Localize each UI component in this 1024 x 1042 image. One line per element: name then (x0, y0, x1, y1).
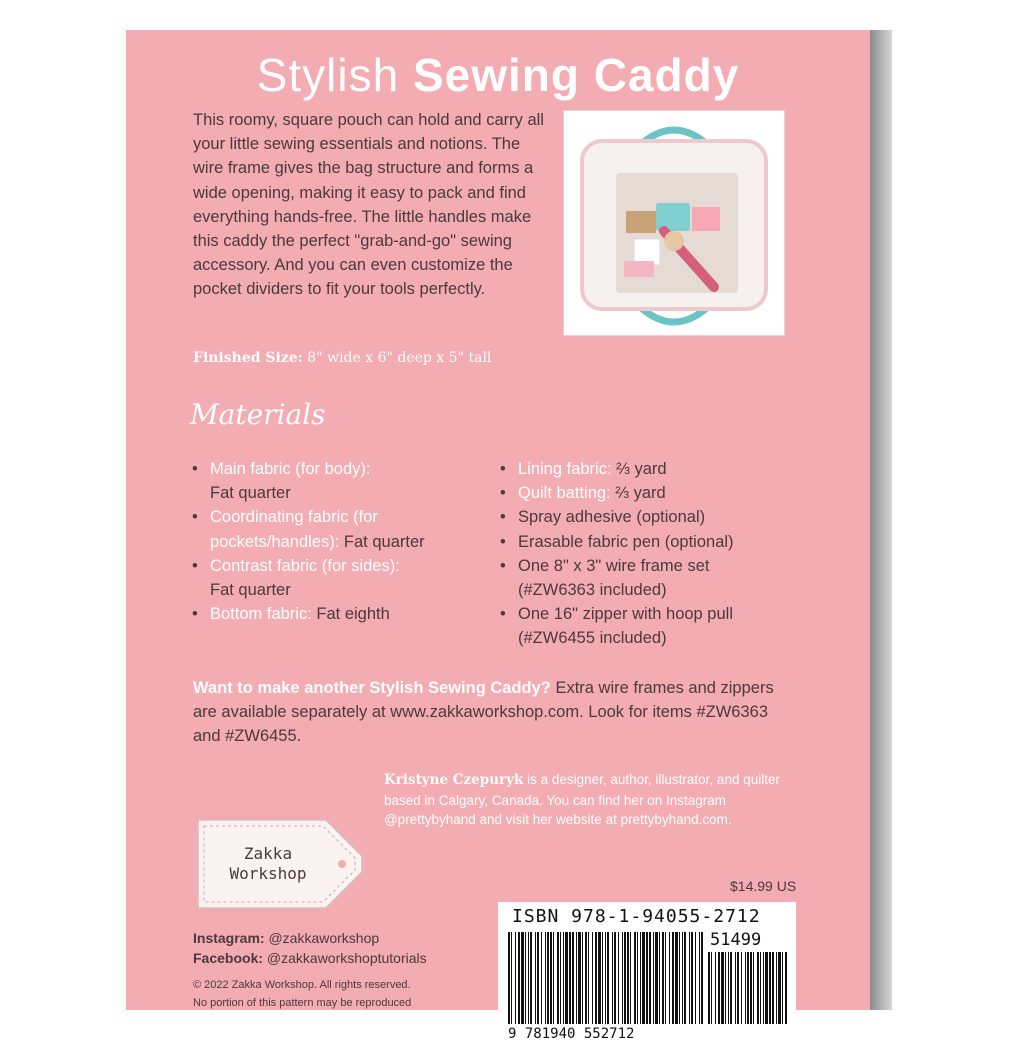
designer-bio-text: is a designer, author, illustrator, and quilter based in Calgary, Canada. You can find her on Instagram @prettybyhand and visit her website at prettybyhand.com. (384, 772, 780, 827)
materials-list-left (192, 457, 472, 626)
more-info-text: Extra wire frames and zippers are available separately at www.zakkaworkshop.com. Look for items #ZW6363 and #ZW6455. (193, 679, 774, 746)
finished-size-value: 8" wide x 6" deep x 5" tall (307, 350, 492, 366)
title-light: Stylish (256, 49, 400, 101)
list-item: • One 8" x 3" wire frame set (#ZW6363 included) (500, 554, 790, 602)
list-item: • One 16" zipper with hoop pull (#ZW6455 included) (500, 602, 790, 650)
more-info-highlight: Want to make another Stylish Sewing Caddy? (193, 679, 551, 697)
zakka-workshop-logo-tag (194, 816, 366, 912)
page-title (126, 48, 870, 102)
product-photo (563, 110, 785, 336)
barcode-price-code: 51499 (710, 930, 762, 950)
list-item: • Spray adhesive (optional) (500, 505, 790, 529)
list-item: • Erasable fabric pen (optional) (500, 530, 790, 554)
more-info-paragraph (193, 676, 793, 749)
materials-heading: Materials (190, 398, 326, 431)
sewing-caddy-illustration (564, 111, 784, 335)
isbn-barcode (498, 902, 796, 1042)
price-label: $14.99 US (730, 878, 797, 894)
title-bold: Sewing Caddy (412, 49, 740, 101)
list-item: • Main fabric (for body): Fat quarter (192, 457, 472, 505)
list-item: • Quilt batting: ⅔ yard (500, 481, 790, 505)
barcode-digits: 9 781940 552712 (508, 1026, 635, 1042)
list-item: • Bottom fabric: Fat eighth (192, 602, 472, 626)
intro-paragraph: This roomy, square pouch can hold and carry all your little sewing essentials and notions. The wire frame gives the bag structure and forms a wide opening, making it easy to pack and find everything hands-free. The little handles make this caddy the perfect "grab-and-go" sewing accessory. And you can even customize the pocket dividers to fit your tools perfectly. (193, 111, 544, 299)
tag-text: Zakka Workshop (229, 844, 307, 883)
isbn-text: ISBN 978-1-94055-2712 (512, 906, 761, 927)
finished-size (193, 350, 491, 366)
barcode-addon (708, 952, 788, 1024)
list-item: • Lining fabric: ⅔ yard (500, 457, 790, 481)
back-cover (126, 30, 870, 1042)
book-spine-edge (870, 30, 892, 1010)
barcode-main (508, 932, 704, 1024)
materials-list-right (500, 457, 790, 651)
finished-size-label: Finished Size: (193, 350, 303, 366)
social-links: Instagram: @zakkaworkshop Facebook: @zakkaworkshoptutorials (193, 930, 427, 966)
copyright-notice: © 2022 Zakka Workshop. All rights reserved. No portion of this pattern may be reproduced (193, 979, 412, 1009)
designer-bio (384, 770, 794, 830)
list-item: • Coordinating fabric (for pockets/handles): Fat quarter (192, 505, 472, 553)
facebook-handle[interactable]: @zakkaworkshoptutorials (263, 950, 427, 966)
list-item: • Contrast fabric (for sides): Fat quarter (192, 554, 472, 602)
designer-name: Kristyne Czepuryk (384, 772, 524, 788)
instagram-handle[interactable]: @zakkaworkshop (264, 930, 380, 946)
